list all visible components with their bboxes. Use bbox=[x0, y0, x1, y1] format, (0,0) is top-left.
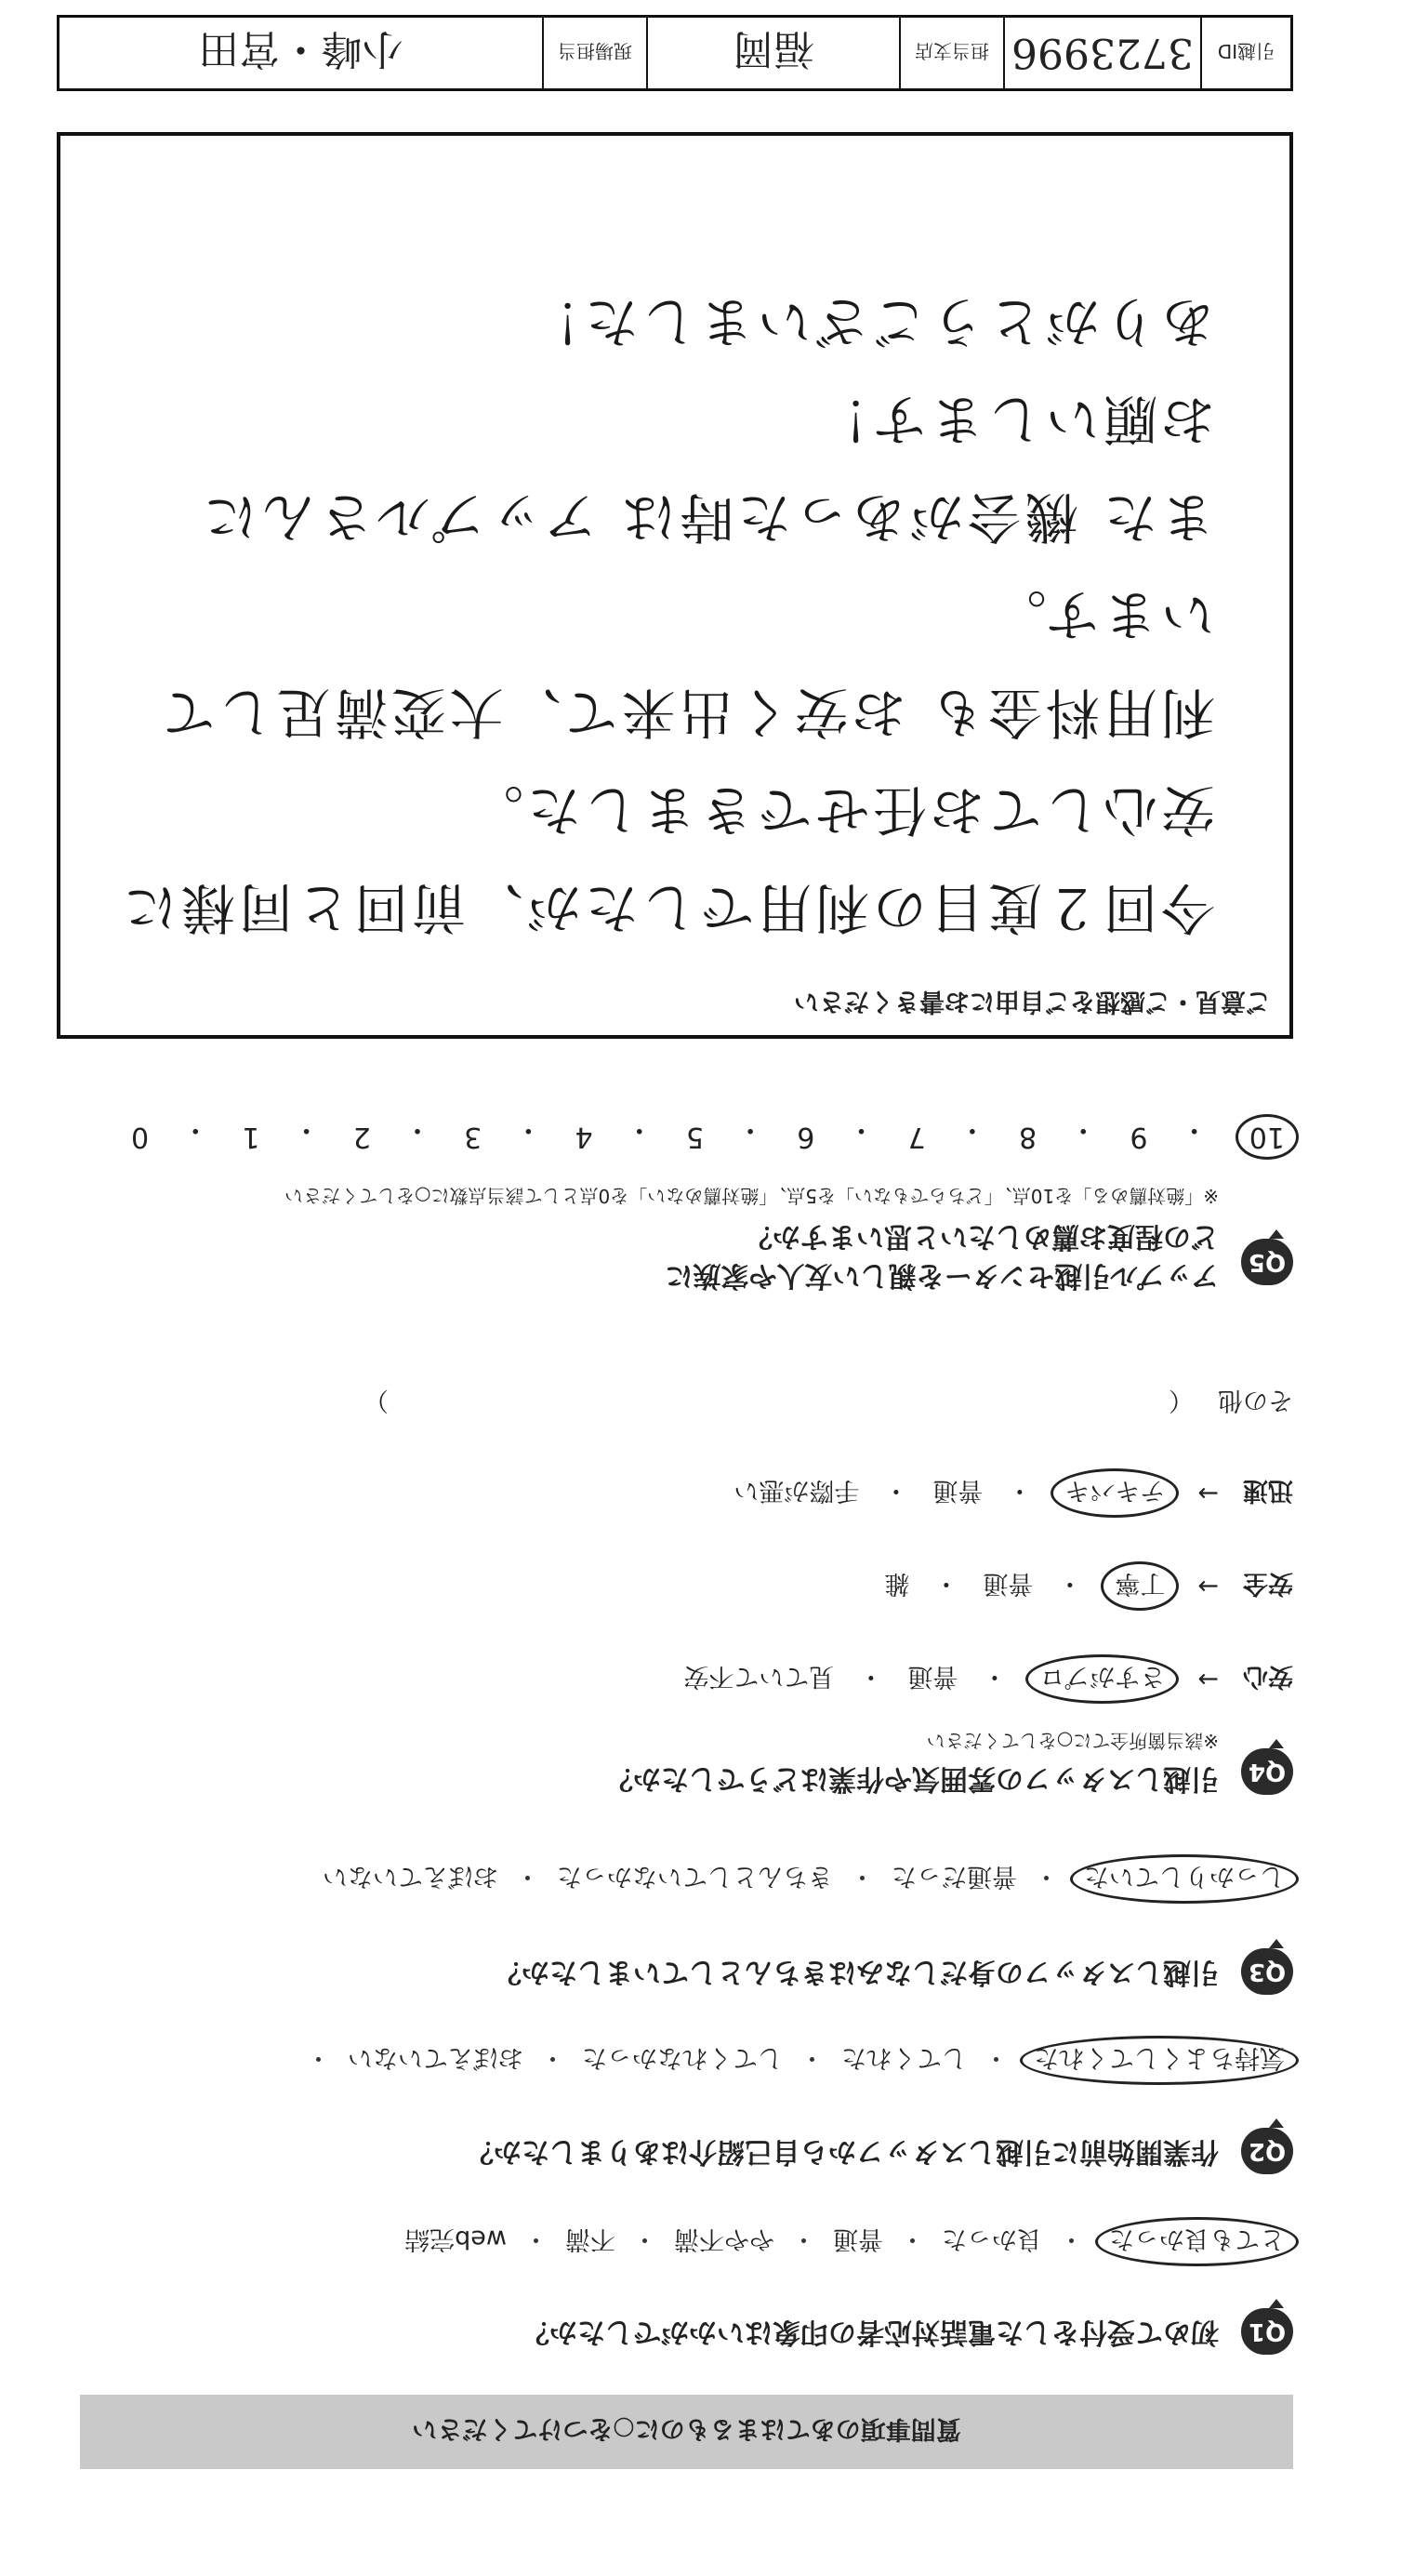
scale-6[interactable]: 6 bbox=[797, 1121, 815, 1153]
comment-line-1: 今回２度目の利用でしたが、前回と同様に bbox=[119, 876, 1215, 939]
scale-1[interactable]: 1 bbox=[242, 1121, 260, 1153]
office-use-table bbox=[57, 15, 1293, 91]
q3-options: しっかりしていた ・ 普通だった ・ きちんとしていなかった ・ おぼえていない bbox=[323, 1861, 1293, 1897]
scale-10[interactable]: 10 bbox=[1241, 1112, 1293, 1153]
q2-option-0[interactable]: 気持ちよくしてくれた bbox=[1025, 2042, 1293, 2078]
q4-row-0-selected[interactable]: さすがプロ bbox=[1031, 1661, 1173, 1697]
q5-text-line2: どの程度お薦めしたいと思いますか？ bbox=[745, 1220, 1219, 1253]
q2-icon: Q2 bbox=[1241, 2128, 1293, 2174]
scale-3[interactable]: 3 bbox=[464, 1121, 482, 1153]
comment-line-4: います。 bbox=[988, 583, 1215, 646]
instruction-text: 質問事項のあてはまるものに○をつけてください bbox=[412, 2414, 961, 2444]
q1-option-3[interactable]: やや不満 bbox=[674, 2224, 774, 2253]
scale-4[interactable]: 4 bbox=[575, 1121, 593, 1153]
comment-line-2: 安心してお任せできました。 bbox=[465, 778, 1215, 842]
q4-note: ※該当箇所全てに○をしてください bbox=[926, 1730, 1219, 1752]
q2-option-1[interactable]: してくれた bbox=[841, 2043, 967, 2072]
q3-text: 引越しスタッフの身だしなみはきちんとしていましたか？ bbox=[494, 1956, 1219, 1988]
q1-text: 初めて受付をした電話対応者の印象はいかがでしたか？ bbox=[522, 2316, 1219, 2348]
q4-row-0-opt-1[interactable]: 普通 bbox=[907, 1662, 958, 1691]
q5-note: ※「絶対薦める」を10点、「どちらでもない」を5点、「絶対薦めない」を0点として該当点数に○をしてください bbox=[284, 1185, 1219, 1207]
q4-row-1-opt-1[interactable]: 普通 bbox=[983, 1569, 1034, 1598]
q1-option-selected[interactable] bbox=[1101, 2224, 1293, 2260]
value-site-manager: 小峰・宮田 bbox=[198, 25, 403, 73]
q2-option-3[interactable]: おぼえていない bbox=[348, 2043, 523, 2072]
q1-icon: Q1 bbox=[1241, 2308, 1293, 2355]
scale-9[interactable]: 9 bbox=[1130, 1121, 1148, 1153]
q3-option-1[interactable]: 普通だった bbox=[892, 1862, 1017, 1891]
q4-row-1-opt-2[interactable]: 雑 bbox=[884, 1569, 910, 1598]
instruction-banner bbox=[80, 2395, 1293, 2469]
q1-option-0: とても良かった bbox=[1095, 2217, 1299, 2266]
q1-option-1[interactable]: 良かった bbox=[942, 2224, 1042, 2253]
label-site-manager: 現場担当 bbox=[542, 18, 646, 88]
q1-option-2[interactable]: 普通 bbox=[833, 2224, 883, 2253]
value-branch: 福岡 bbox=[646, 18, 899, 88]
comment-box[interactable] bbox=[57, 132, 1293, 1039]
value-moving-id: 3723996 bbox=[1003, 18, 1200, 88]
q4-row-0-label: 安心 bbox=[1243, 1662, 1293, 1691]
label-moving-id: 引越ID bbox=[1200, 18, 1290, 88]
q1-options: とても良かった ・ 良かった ・ 普通 ・ やや不満 ・ 不満 ・ web完結 bbox=[404, 2224, 1293, 2260]
q3-icon: Q3 bbox=[1241, 1948, 1293, 1995]
q4-row-1-label: 安全 bbox=[1243, 1569, 1293, 1598]
q5-text bbox=[666, 1216, 1220, 1295]
q4-row-0-opt-2[interactable]: 見ていて不安 bbox=[683, 1662, 835, 1691]
q4-icon: Q4 bbox=[1241, 1748, 1293, 1795]
q4-row-0: 安心 → さすがプロ ・ 普通 ・ 見ていて不安 bbox=[683, 1661, 1293, 1697]
scale-0[interactable]: 0 bbox=[131, 1121, 150, 1153]
q2-options: 気持ちよくしてくれた ・ してくれた ・ してくれなかった ・ おぼえていない ・ bbox=[289, 2042, 1293, 2078]
q4-row-1-selected[interactable]: 丁寧 bbox=[1106, 1568, 1173, 1604]
q3-option-3[interactable]: おぼえていない bbox=[323, 1862, 498, 1891]
q2-text: 作業開始前に引越しスタッフから自己紹介はありましたか？ bbox=[466, 2135, 1219, 2168]
scale-8[interactable]: 8 bbox=[1019, 1121, 1037, 1153]
comment-title: ご意見・ご感想をご自由にお書きください bbox=[794, 987, 1271, 1016]
q5-scale: 10 ・ 9 ・ 8 ・ 7 ・ 6 ・ 5 ・ 4 ・ 3 ・ 2 ・ 1 ・ 0 bbox=[131, 1112, 1293, 1153]
q4-row-2-opt-1[interactable]: 普通 bbox=[932, 1476, 984, 1505]
q4-row-2-label: 迅速 bbox=[1243, 1476, 1293, 1505]
q4-row-1: 安全 → 丁寧 ・ 普通 ・ 雑 bbox=[884, 1568, 1293, 1604]
q5-icon: Q5 bbox=[1241, 1239, 1293, 1285]
label-branch: 担当支店 bbox=[899, 18, 1003, 88]
q3-option-0[interactable]: しっかりしていた bbox=[1076, 1861, 1293, 1897]
q1-option-4[interactable]: 不満 bbox=[565, 2224, 615, 2253]
scale-7[interactable]: 7 bbox=[907, 1121, 926, 1153]
comment-line-6: お願いします！ bbox=[811, 388, 1215, 451]
q1-option-5[interactable]: web完結 bbox=[404, 2224, 507, 2253]
comment-line-7: ありがとうございました！ bbox=[522, 290, 1215, 353]
q5-text-line1: アップル引越センターを親しい友人や家族に bbox=[665, 1259, 1219, 1292]
q3-option-2[interactable]: きちんとしていなかった bbox=[557, 1862, 833, 1891]
comment-line-3: 利用料金も お安く出来て、大変満足して bbox=[157, 681, 1215, 744]
scale-5[interactable]: 5 bbox=[685, 1121, 705, 1153]
q4-row-2: 迅速 → テキパキ ・ 普通 ・ 手際が悪い bbox=[733, 1475, 1293, 1511]
q4-text: 引越しスタッフの雰囲気や作業はどうでしたか？ bbox=[605, 1762, 1219, 1795]
q4-other-label: その他 bbox=[1218, 1386, 1293, 1414]
q2-option-2[interactable]: してくれなかった bbox=[582, 2043, 783, 2072]
q4-other-row[interactable]: その他 （ ） bbox=[363, 1385, 1293, 1421]
scale-2[interactable]: 2 bbox=[352, 1121, 371, 1153]
q4-row-2-selected[interactable]: テキパキ bbox=[1056, 1475, 1173, 1511]
q4-row-2-opt-2[interactable]: 手際が悪い bbox=[733, 1476, 860, 1505]
comment-line-5: また 機会があった時は アップルさんに bbox=[200, 485, 1215, 549]
